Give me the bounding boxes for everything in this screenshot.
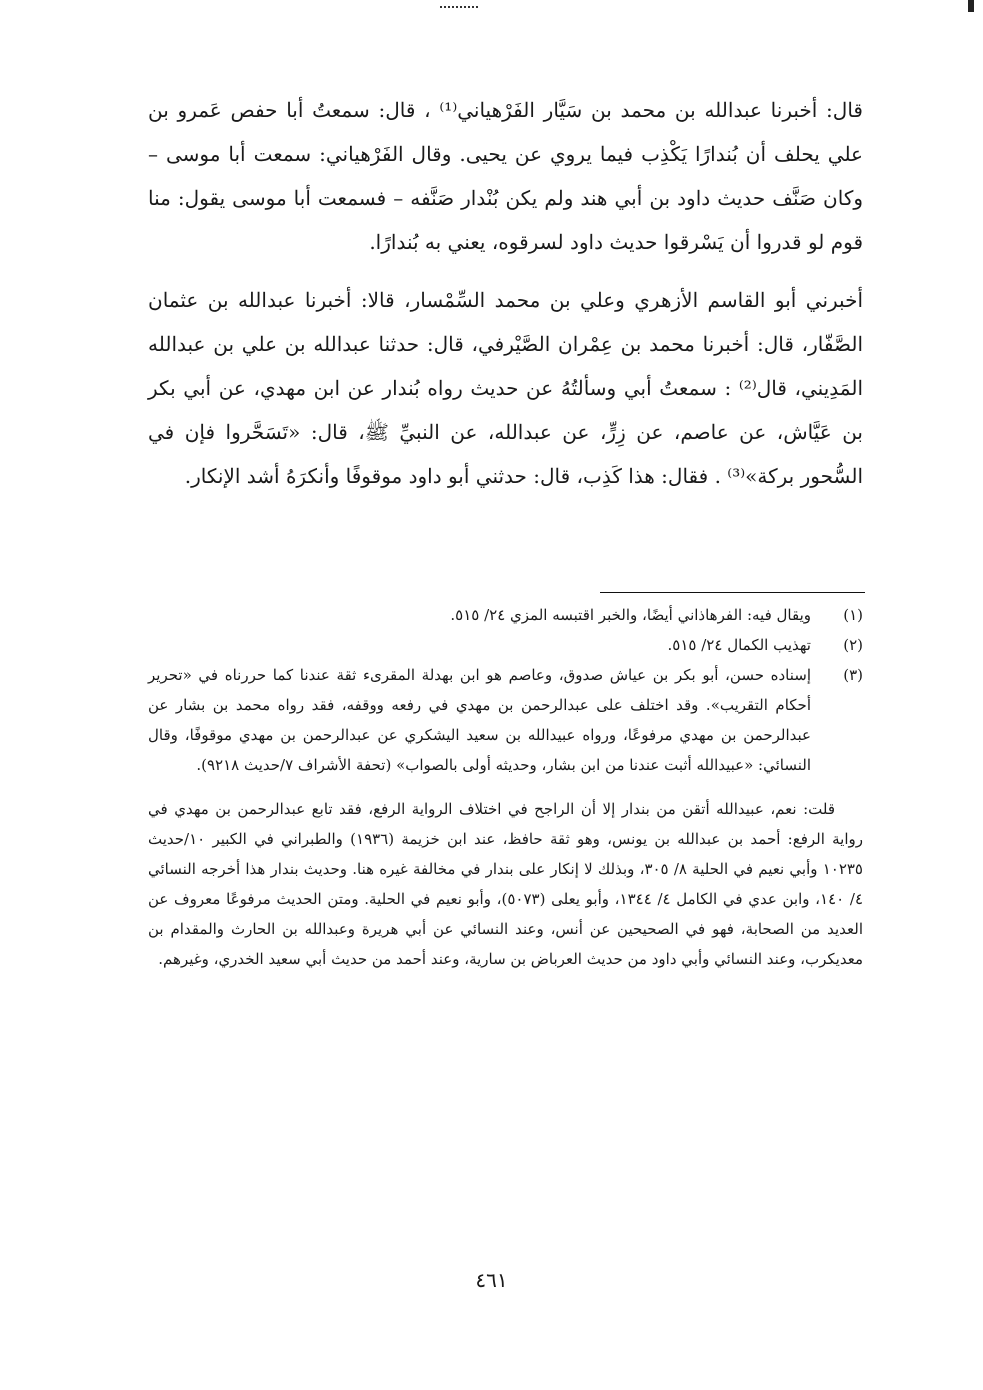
main-paragraph-1: قال: أخبرنا عبدالله بن محمد بن سَيَّار الفَرْهياني⁽¹⁾ ، قال: سمعتُ أبا حفص عَمرو بن علي يحلف أن بُندارًا يَكْذِب فيما يروي عن يحيى. وقال الفَرْهياني: سمعت أبا موسى – وكان صَنَّف حديث داود بن أبي هند ولم يكن بُنْدار صَنَّفه – فسمعت أبا موسى يقول: منا قوم لو قدروا أن يَسْرقوا حديث داود لسرقوه، يعني به بُندارًا. xyxy=(148,98,863,254)
corner-scan-mark xyxy=(968,0,974,12)
footnote-divider xyxy=(600,592,865,593)
page-number: ٤٦١ xyxy=(475,1268,508,1292)
footnote-text: تهذيب الكمال ٢٤/ ٥١٥. xyxy=(667,636,811,654)
footnote-text: ويقال فيه: الفرهاذاني أيضًا، والخبر اقتبسه المزي ٢٤/ ٥١٥. xyxy=(450,606,811,624)
editor-comment: قلت: نعم، عبيدالله أتقن من بندار إلا أن الراجح في اختلاف الرواية الرفع، فقد تابع عبدالرحمن بن مهدي في رواية الرفع: أحمد بن عبدالله بن يونس، وهو ثقة حافظ، عند ابن خزيمة (١٩٣٦) والطبراني في الكبير ١٠/حديث ١٠٢٣٥ وأبي نعيم في الحلية ٨/ ٣٠٥، وبذلك لا إنكار على بندار في مخالفة غيره هنا. وحديث بندار هذا أخرجه النسائي ٤/ ١٤٠، وابن عدي في الكامل ٤/ ١٣٤٤، وأبو يعلى (٥٠٧٣)، وأبو نعيم في الحلية. ومتن الحديث مرفوعًا معروف عن العديد من الصحابة، فهو في الصحيحين عن أنس، وعند النسائي عن أبي هريرة وعبدالله بن الحارث والمقدام بن معديكرب، وعند النسائي وأبي داود من حديث العرباض بن سارية، وعند أحمد من حديث أبي سعيد الخدري، وغيرهم. xyxy=(148,800,863,968)
footnote-number: (٣) xyxy=(843,666,863,684)
footnote-number: (١) xyxy=(843,606,863,624)
footnote-1 xyxy=(148,600,863,630)
main-text xyxy=(148,88,863,498)
footnotes-section xyxy=(148,600,863,989)
top-scan-mark xyxy=(440,6,478,10)
footnote-3 xyxy=(148,660,863,780)
footnote-number: (٢) xyxy=(843,636,863,654)
main-paragraph-2: أخبرني أبو القاسم الأزهري وعلي بن محمد السِّمْسار، قالا: أخبرنا عبدالله بن عثمان الصَّفّار، قال: أخبرنا محمد بن عِمْران الصَّيْرفي، قال: حدثنا عبدالله بن علي بن عبدالله المَدِيني، قال⁽²⁾ : سمعتُ أبي وسألتُهُ عن حديث رواه بُندار عن ابن مهدي، عن أبي بكر بن عَيَّاش، عن عاصم، عن زِرٍّ، عن عبدالله، عن النبيِّ ﷺ، قال: «تَسَحَّروا فإن في السُّحور بركة»⁽³⁾ . فقال: هذا كَذِب، قال: حدثني أبو داود موقوفًا وأنكرَهُ أشد الإنكار. xyxy=(148,288,863,488)
footnote-2 xyxy=(148,630,863,660)
footnote-text: إسناده حسن، أبو بكر بن عياش صدوق، وعاصم هو ابن بهدلة المقرىء ثقة عندنا كما حررناه في «تحرير أحكام التقريب». وقد اختلف على عبدالرحمن بن مهدي في رفعه ووقفه، فقد رواه محمد بن بشار عن عبدالرحمن بن مهدي مرفوعًا، ورواه عبيدالله بن سعيد اليشكري عن عبدالرحمن بن مهدي موقوفًا، وقال النسائي: «عبيدالله أثبت عندنا من ابن بشار، وحديثه أولى بالصواب» (تحفة الأشراف ٧/حديث ٩٢١٨). xyxy=(148,666,811,774)
